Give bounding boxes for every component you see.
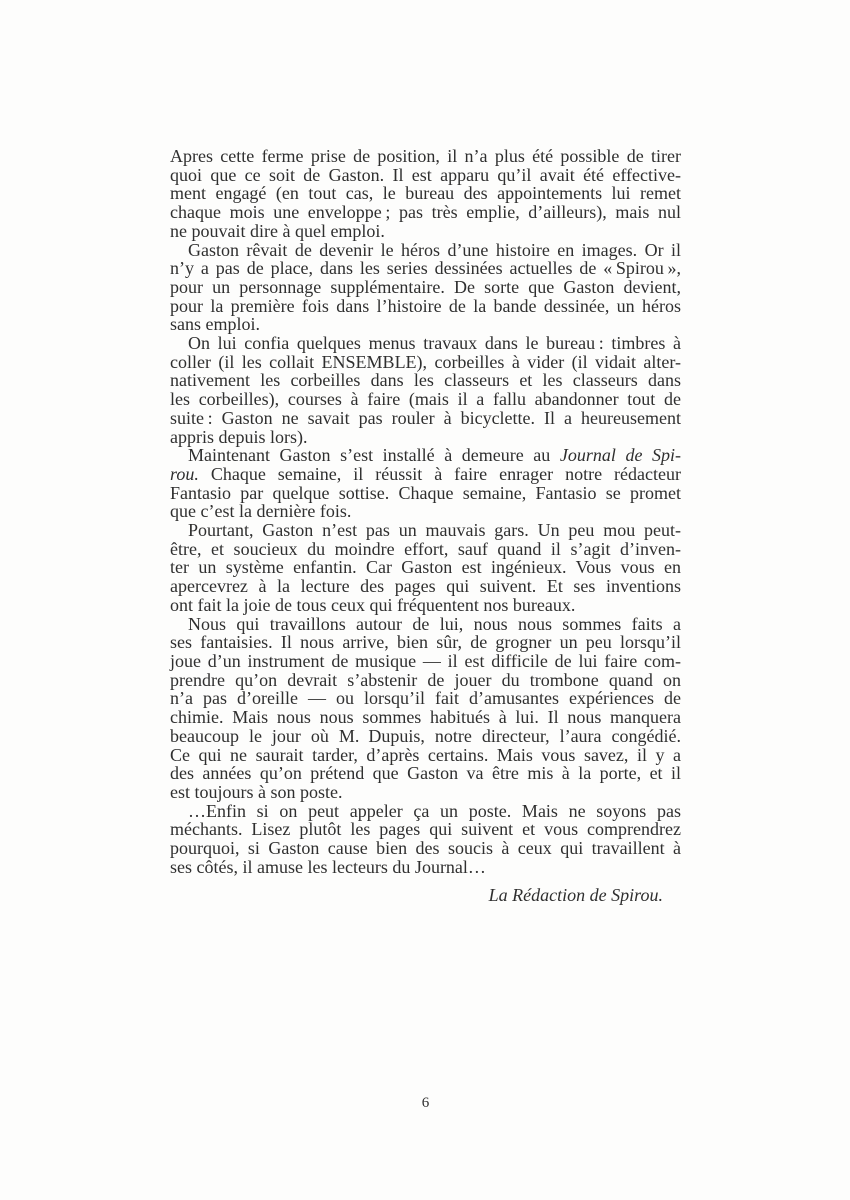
text-line	[170, 446, 681, 465]
text-line: des années qu’on prétend que Gaston va être mis à la porte, et il	[170, 763, 681, 784]
text-line: ter un système enfantin. Car Gaston est ingénieux. Vous vous en	[170, 557, 681, 578]
text-line: ment engagé (en tout cas, le bureau des appointements lui remet	[170, 183, 681, 204]
text-line: méchants. Lisez plutôt les pages qui suivent et vous comprendrez	[170, 819, 681, 840]
text-line: pourquoi, si Gaston cause bien des soucis à ceux qui travaillent à	[170, 838, 681, 859]
paragraph	[170, 147, 681, 241]
text-line: Gaston rêvait de devenir le héros d’une histoire en images. Or il	[188, 239, 681, 260]
text-line: coller (il les collait ENSEMBLE), corbeilles à vider (il vidait alter-	[170, 351, 681, 372]
text-line: ont fait la joie de tous ceux qui fréquentent nos bureaux.	[170, 594, 576, 615]
text-line: Nous qui travaillons autour de lui, nous nous sommes faits a	[188, 613, 681, 634]
text-line: beaucoup le jour où M. Dupuis, notre directeur, l’aura congédié.	[170, 725, 681, 746]
text-line: suite : Gaston ne savait pas rouler à bicyclette. Il a heureusement	[170, 407, 681, 428]
text-line: Ce qui ne saurait tarder, d’après certains. Mais vous savez, il y a	[170, 744, 681, 765]
text-line: nativement les corbeilles dans les classeurs et les classeurs dans	[170, 370, 681, 391]
text-line: chimie. Mais nous nous sommes habitués à lui. Il nous manquera	[170, 707, 681, 728]
text-line: être, et soucieux du moindre effort, sauf quand il s’agit d’inven-	[170, 538, 681, 559]
text-line: ne pouvait dire à quel emploi.	[170, 220, 385, 241]
signature: La Rédaction de Spirou.	[488, 885, 663, 906]
text-block	[170, 147, 681, 905]
page-number: 6	[421, 1095, 430, 1111]
text-line: Pourtant, Gaston n’est pas un mauvais gars. Un peu mou peut-	[188, 520, 681, 541]
italic-text: Journal de Spi-	[559, 445, 681, 466]
text-line: est toujours à son poste.	[170, 781, 343, 802]
regular-text: Chaque semaine, il réussit à faire enrager notre rédacteur	[198, 463, 681, 484]
text-line: pour la première fois dans l’histoire de la bande dessinée, un héros	[170, 295, 681, 316]
paragraph	[170, 802, 681, 877]
text-line: joue d’un instrument de musique — il est difficile de lui faire com-	[170, 650, 681, 671]
text-line: appris depuis lors).	[170, 426, 308, 447]
text-line: ses côtés, il amuse les lecteurs du Journal…	[170, 856, 486, 877]
text-line: …Enfin si on peut appeler ça un poste. Mais ne soyons pas	[188, 800, 681, 821]
italic-text: rou.	[170, 463, 199, 484]
text-line: ses fantaisies. Il nous arrive, bien sûr, de grogner un peu lorsqu’il	[170, 632, 681, 653]
text-line: apercevrez à la lecture des pages qui suivent. Et ses inventions	[170, 576, 681, 597]
paragraph	[170, 446, 681, 521]
paragraph	[170, 521, 681, 615]
paragraph	[170, 241, 681, 335]
text-line: prendre qu’on devrait s’abstenir de jouer du trombone quand on	[170, 669, 681, 690]
text-line: les corbeilles), courses à faire (mais il a fallu abandonner tout de	[170, 389, 681, 410]
text-line: n’a pas d’oreille — ou lorsqu’il fait d’amusantes expériences de	[170, 688, 681, 709]
text-line: quoi que ce soit de Gaston. Il est apparu qu’il avait été effective-	[170, 164, 681, 185]
text-line: n’y a pas de place, dans les series dessinées actuelles de « Spirou »,	[170, 258, 681, 279]
text-line	[170, 465, 681, 484]
regular-text: Maintenant Gaston s’est installé à demeure au	[188, 445, 560, 466]
text-line: Fantasio par quelque sottise. Chaque semaine, Fantasio se promet	[170, 482, 681, 503]
text-line: que c’est la dernière fois.	[170, 501, 352, 522]
paragraph	[170, 334, 681, 446]
text-line: Apres cette ferme prise de position, il n’a plus été possible de tirer	[170, 146, 681, 166]
paragraph	[170, 615, 681, 802]
text-line: On lui confia quelques menus travaux dans le bureau : timbres à	[188, 333, 681, 354]
text-line: chaque mois une enveloppe ; pas très emplie, d’ailleurs), mais nul	[170, 202, 681, 223]
text-line: pour un personnage supplémentaire. De sorte que Gaston devient,	[170, 276, 681, 297]
text-line: sans emploi.	[170, 314, 260, 335]
